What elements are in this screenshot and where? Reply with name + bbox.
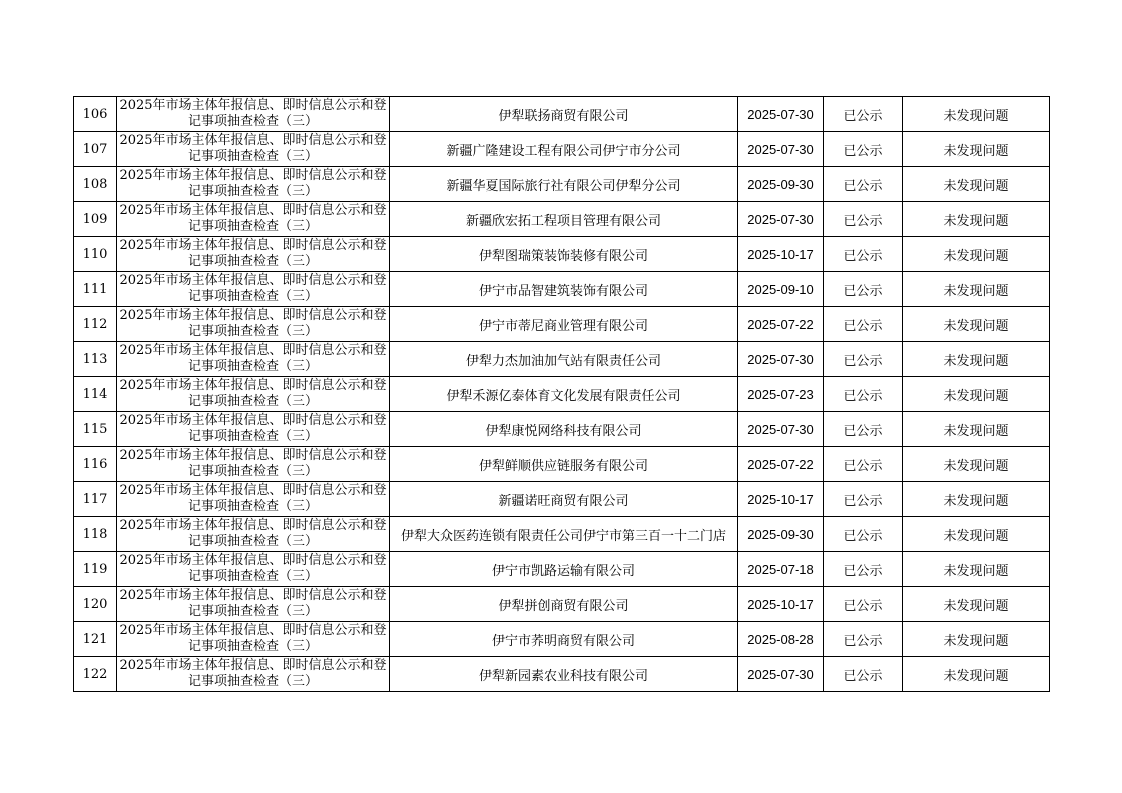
task-name-line-2: 记事项抽查检查（三）: [187, 429, 318, 444]
row-number-cell: 107: [74, 132, 117, 167]
row-number-cell: 109: [74, 202, 117, 237]
company-name-cell: 伊宁市凯路运输有限公司: [390, 552, 738, 587]
task-name-line-1: 2025年市场主体年报信息、即时信息公示和登: [119, 238, 387, 253]
task-name-line-2: 记事项抽查检查（三）: [187, 604, 318, 619]
row-number-cell: 116: [74, 447, 117, 482]
inspection-result-cell: 未发现问题: [903, 342, 1050, 377]
task-name-cell: [117, 272, 390, 307]
task-name-line-1: 2025年市场主体年报信息、即时信息公示和登: [119, 273, 387, 288]
publication-status-cell: 已公示: [824, 342, 903, 377]
inspection-result-cell: 未发现问题: [903, 552, 1050, 587]
task-name-line-1: 2025年市场主体年报信息、即时信息公示和登: [119, 98, 387, 113]
task-name-line-2: 记事项抽查检查（三）: [187, 149, 318, 164]
publication-status-cell: 已公示: [824, 622, 903, 657]
row-number-cell: 120: [74, 587, 117, 622]
task-name-line-2: 记事项抽查检查（三）: [187, 324, 318, 339]
table-row: [74, 482, 1050, 517]
task-name-line-2: 记事项抽查检查（三）: [187, 219, 318, 234]
table-row: [74, 97, 1050, 132]
row-number-cell: 115: [74, 412, 117, 447]
inspection-date-cell: 2025-07-30: [738, 657, 824, 692]
company-name-cell: 伊犁新园素农业科技有限公司: [390, 657, 738, 692]
publication-status-cell: 已公示: [824, 377, 903, 412]
task-name-line-1: 2025年市场主体年报信息、即时信息公示和登: [119, 203, 387, 218]
table-row: [74, 202, 1050, 237]
inspection-result-cell: 未发现问题: [903, 377, 1050, 412]
row-number-cell: 106: [74, 97, 117, 132]
task-name-line-2: 记事项抽查检查（三）: [187, 464, 318, 479]
task-name-line-1: 2025年市场主体年报信息、即时信息公示和登: [119, 518, 387, 533]
inspection-result-cell: 未发现问题: [903, 622, 1050, 657]
table-row: [74, 622, 1050, 657]
inspection-result-cell: 未发现问题: [903, 202, 1050, 237]
task-name-cell: [117, 307, 390, 342]
table-row: [74, 272, 1050, 307]
company-name-cell: 伊犁禾源亿泰体育文化发展有限责任公司: [390, 377, 738, 412]
task-name-line-2: 记事项抽查检查（三）: [187, 289, 318, 304]
inspection-date-cell: 2025-09-30: [738, 167, 824, 202]
table-row: [74, 552, 1050, 587]
task-name-cell: [117, 552, 390, 587]
table-row: [74, 657, 1050, 692]
inspection-date-cell: 2025-07-30: [738, 412, 824, 447]
task-name-line-2: 记事项抽查检查（三）: [187, 359, 318, 374]
task-name-line-1: 2025年市场主体年报信息、即时信息公示和登: [119, 133, 387, 148]
publication-status-cell: 已公示: [824, 202, 903, 237]
task-name-line-1: 2025年市场主体年报信息、即时信息公示和登: [119, 658, 387, 673]
table-row: [74, 307, 1050, 342]
inspection-date-cell: 2025-07-30: [738, 202, 824, 237]
row-number-cell: 108: [74, 167, 117, 202]
row-number-cell: 122: [74, 657, 117, 692]
inspection-date-cell: 2025-09-30: [738, 517, 824, 552]
row-number-cell: 118: [74, 517, 117, 552]
inspection-result-cell: 未发现问题: [903, 517, 1050, 552]
task-name-cell: [117, 97, 390, 132]
task-name-line-2: 记事项抽查检查（三）: [187, 184, 318, 199]
inspection-date-cell: 2025-07-22: [738, 307, 824, 342]
table-row: [74, 587, 1050, 622]
inspection-result-cell: 未发现问题: [903, 132, 1050, 167]
inspection-date-cell: 2025-10-17: [738, 587, 824, 622]
inspection-result-cell: 未发现问题: [903, 657, 1050, 692]
task-name-line-2: 记事项抽查检查（三）: [187, 254, 318, 269]
task-name-cell: [117, 447, 390, 482]
task-name-line-1: 2025年市场主体年报信息、即时信息公示和登: [119, 413, 387, 428]
table-row: [74, 132, 1050, 167]
task-name-line-2: 记事项抽查检查（三）: [187, 499, 318, 514]
publication-status-cell: 已公示: [824, 132, 903, 167]
publication-status-cell: 已公示: [824, 412, 903, 447]
task-name-cell: [117, 412, 390, 447]
task-name-line-2: 记事项抽查检查（三）: [187, 639, 318, 654]
row-number-cell: 110: [74, 237, 117, 272]
company-name-cell: 伊犁康悦网络科技有限公司: [390, 412, 738, 447]
publication-status-cell: 已公示: [824, 447, 903, 482]
company-name-cell: 伊宁市蒂尼商业管理有限公司: [390, 307, 738, 342]
company-name-cell: 伊宁市品智建筑装饰有限公司: [390, 272, 738, 307]
task-name-line-1: 2025年市场主体年报信息、即时信息公示和登: [119, 168, 387, 183]
row-number-cell: 117: [74, 482, 117, 517]
task-name-cell: [117, 202, 390, 237]
inspection-date-cell: 2025-10-17: [738, 482, 824, 517]
company-name-cell: 新疆诺旺商贸有限公司: [390, 482, 738, 517]
task-name-cell: [117, 657, 390, 692]
inspection-result-cell: 未发现问题: [903, 412, 1050, 447]
inspection-result-cell: 未发现问题: [903, 307, 1050, 342]
publication-status-cell: 已公示: [824, 307, 903, 342]
publication-status-cell: 已公示: [824, 552, 903, 587]
inspection-date-cell: 2025-07-18: [738, 552, 824, 587]
task-name-cell: [117, 132, 390, 167]
inspection-date-cell: 2025-10-17: [738, 237, 824, 272]
publication-status-cell: 已公示: [824, 482, 903, 517]
table-row: [74, 237, 1050, 272]
inspection-date-cell: 2025-07-23: [738, 377, 824, 412]
row-number-cell: 119: [74, 552, 117, 587]
company-name-cell: 伊犁拼创商贸有限公司: [390, 587, 738, 622]
row-number-cell: 111: [74, 272, 117, 307]
task-name-cell: [117, 587, 390, 622]
task-name-cell: [117, 237, 390, 272]
task-name-line-1: 2025年市场主体年报信息、即时信息公示和登: [119, 308, 387, 323]
table-row: [74, 342, 1050, 377]
publication-status-cell: 已公示: [824, 237, 903, 272]
task-name-cell: [117, 482, 390, 517]
inspection-date-cell: 2025-07-22: [738, 447, 824, 482]
inspection-result-cell: 未发现问题: [903, 167, 1050, 202]
publication-status-cell: 已公示: [824, 167, 903, 202]
inspection-date-cell: 2025-08-28: [738, 622, 824, 657]
table-row: [74, 377, 1050, 412]
task-name-cell: [117, 622, 390, 657]
task-name-line-1: 2025年市场主体年报信息、即时信息公示和登: [119, 378, 387, 393]
task-name-line-1: 2025年市场主体年报信息、即时信息公示和登: [119, 448, 387, 463]
task-name-cell: [117, 342, 390, 377]
task-name-line-2: 记事项抽查检查（三）: [187, 114, 318, 129]
task-name-line-2: 记事项抽查检查（三）: [187, 394, 318, 409]
company-name-cell: 伊犁图瑞策装饰装修有限公司: [390, 237, 738, 272]
inspection-result-cell: 未发现问题: [903, 237, 1050, 272]
company-name-cell: 新疆广隆建设工程有限公司伊宁市分公司: [390, 132, 738, 167]
inspection-results-table: [73, 96, 1050, 692]
row-number-cell: 121: [74, 622, 117, 657]
inspection-result-cell: 未发现问题: [903, 587, 1050, 622]
task-name-cell: [117, 377, 390, 412]
table-row: [74, 412, 1050, 447]
task-name-line-2: 记事项抽查检查（三）: [187, 674, 318, 689]
company-name-cell: 伊犁大众医药连锁有限责任公司伊宁市第三百一十二门店: [390, 517, 738, 552]
task-name-line-1: 2025年市场主体年报信息、即时信息公示和登: [119, 483, 387, 498]
inspection-result-cell: 未发现问题: [903, 447, 1050, 482]
task-name-line-2: 记事项抽查检查（三）: [187, 569, 318, 584]
publication-status-cell: 已公示: [824, 587, 903, 622]
inspection-date-cell: 2025-07-30: [738, 132, 824, 167]
table-row: [74, 167, 1050, 202]
task-name-cell: [117, 167, 390, 202]
inspection-date-cell: 2025-09-10: [738, 272, 824, 307]
inspection-date-cell: 2025-07-30: [738, 342, 824, 377]
company-name-cell: 伊宁市荞明商贸有限公司: [390, 622, 738, 657]
row-number-cell: 112: [74, 307, 117, 342]
task-name-line-1: 2025年市场主体年报信息、即时信息公示和登: [119, 588, 387, 603]
company-name-cell: 伊犁鲜顺供应链服务有限公司: [390, 447, 738, 482]
table-body: [74, 97, 1050, 692]
table-row: [74, 447, 1050, 482]
task-name-line-1: 2025年市场主体年报信息、即时信息公示和登: [119, 343, 387, 358]
task-name-cell: [117, 517, 390, 552]
table-row: [74, 517, 1050, 552]
task-name-line-1: 2025年市场主体年报信息、即时信息公示和登: [119, 623, 387, 638]
publication-status-cell: 已公示: [824, 272, 903, 307]
inspection-result-cell: 未发现问题: [903, 482, 1050, 517]
inspection-result-cell: 未发现问题: [903, 97, 1050, 132]
row-number-cell: 113: [74, 342, 117, 377]
publication-status-cell: 已公示: [824, 657, 903, 692]
publication-status-cell: 已公示: [824, 517, 903, 552]
company-name-cell: 伊犁力杰加油加气站有限责任公司: [390, 342, 738, 377]
task-name-line-2: 记事项抽查检查（三）: [187, 534, 318, 549]
company-name-cell: 新疆欣宏拓工程项目管理有限公司: [390, 202, 738, 237]
inspection-result-cell: 未发现问题: [903, 272, 1050, 307]
publication-status-cell: 已公示: [824, 97, 903, 132]
company-name-cell: 伊犁联扬商贸有限公司: [390, 97, 738, 132]
row-number-cell: 114: [74, 377, 117, 412]
company-name-cell: 新疆华夏国际旅行社有限公司伊犁分公司: [390, 167, 738, 202]
task-name-line-1: 2025年市场主体年报信息、即时信息公示和登: [119, 553, 387, 568]
inspection-date-cell: 2025-07-30: [738, 97, 824, 132]
